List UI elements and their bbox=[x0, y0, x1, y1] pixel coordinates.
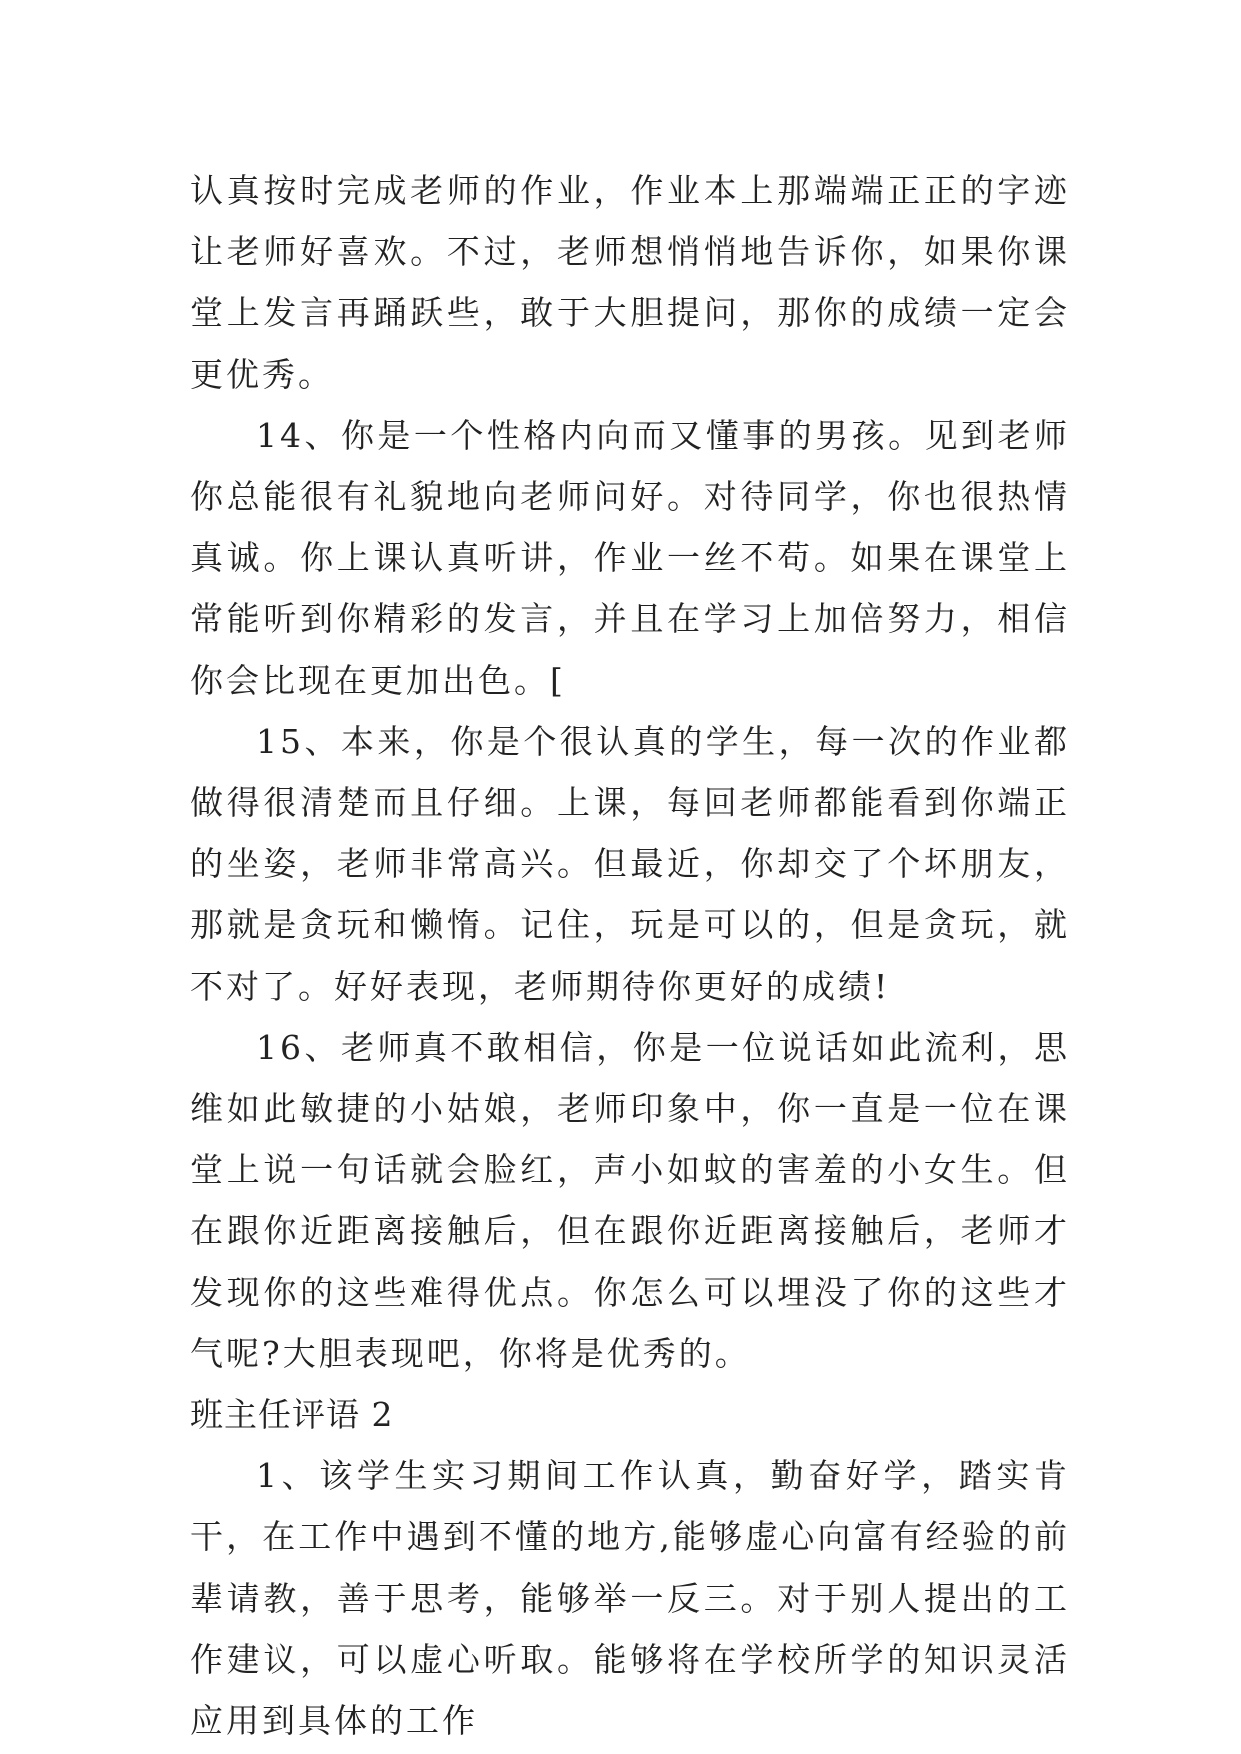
section-heading: 班主任评语 2 bbox=[190, 1395, 394, 1435]
section-paragraph-1: 1、该学生实习期间工作认真，勤奋好学，踏实肯干，在工作中遇到不懂的地方,能够虚心向富有经验的前辈请教，善于思考，能够举一反三。对于别人提出的工作建议，可以虚心听取。能够将在学校所学的知识灵活应用到具体的工作 bbox=[190, 1456, 1070, 1741]
paragraph-14: 14、你是一个性格内向而又懂事的男孩。见到老师你总能很有礼貌地向老师问好。对待同学，你也很热情真诚。你上课认真听讲，作业一丝不苟。如果在课堂上常能听到你精彩的发言，并且在学习上加倍努力，相信你会比现在更加出色。[ bbox=[190, 415, 1070, 700]
paragraph-15: 15、本来，你是个很认真的学生，每一次的作业都做得很清楚而且仔细。上课，每回老师都能看到你端正的坐姿，老师非常高兴。但最近，你却交了个坏朋友，那就是贪玩和懒惰。记住，玩是可以的，但是贪玩，就不对了。好好表现，老师期待你更好的成绩! bbox=[190, 721, 1070, 1006]
paragraph-13-continued: 认真按时完成老师的作业，作业本上那端端正正的字迹让老师好喜欢。不过，老师想悄悄地告诉你，如果你课堂上发言再踊跃些，敢于大胆提问，那你的成绩一定会更优秀。 bbox=[190, 171, 1070, 394]
document-body bbox=[190, 160, 1070, 1751]
paragraph-16: 16、老师真不敢相信，你是一位说话如此流利，思维如此敏捷的小姑娘，老师印象中，你一直是一位在课堂上说一句话就会脸红，声小如蚊的害羞的小女生。但在跟你近距离接触后，但在跟你近距离接触后，老师才发现你的这些难得优点。你怎么可以埋没了你的这些才气呢?大胆表现吧，你将是优秀的。 bbox=[190, 1027, 1070, 1373]
